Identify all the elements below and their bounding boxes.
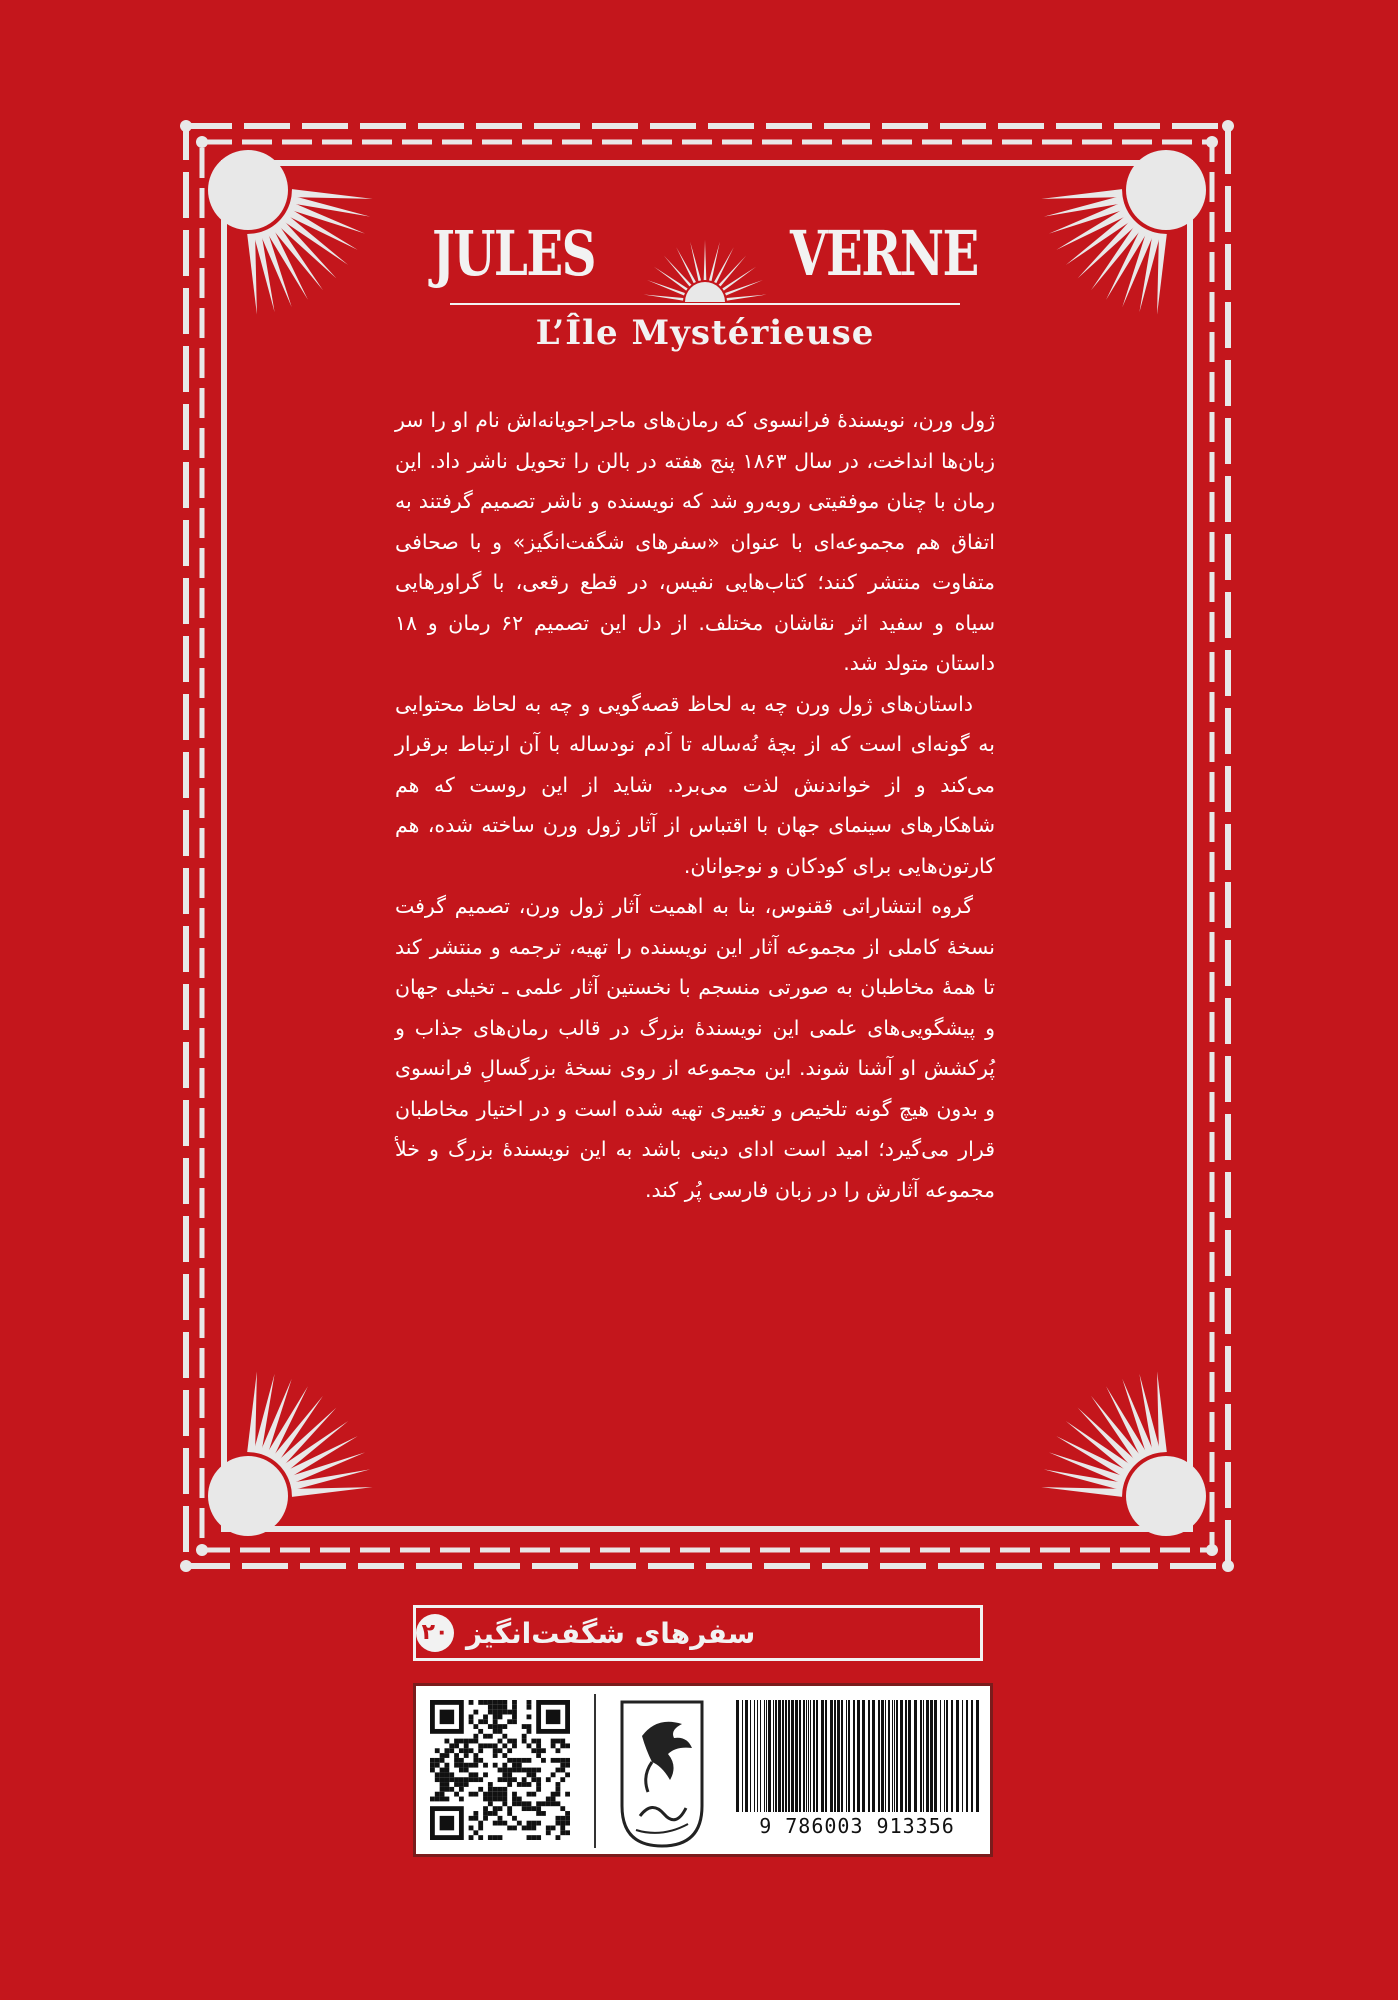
- series-label: [413, 1605, 983, 1661]
- series-title: سفرهای شگفت‌انگیز: [466, 1616, 756, 1650]
- blurb-paragraph-1: ژول ورن، نویسندهٔ فرانسوی که رمان‌های ماجراجویانه‌اش نام او را سر زبان‌ها انداخت، در سال ۱۸۶۳ پنج هفته در بالن را تحویل ناشر داد. این رمان با چنان موفقیتی روبه‌رو شد که نویسنده و ناشر تصمیم گرفتند به اتفاق هم مجموعه‌ای با عنوان «سفرهای شگفت‌انگیز» و با صحافی متفاوت منتشر کنند؛ کتاب‌هایی نفیس، در قطع رقعی، با گراورهایی سیاه و سفید اثر نقاشان مختلف. از دل این تصمیم ۶۲ رمان و ۱۸ داستان متولد شد.: [395, 408, 996, 675]
- book-title: L’Île Mystérieuse: [535, 313, 875, 353]
- blurb-paragraph-3: گروه انتشاراتی ققنوس، بنا به اهمیت آثار ژول ورن، تصمیم گرفت نسخهٔ کاملی از مجموعه آثار این نویسنده را تهیه، ترجمه و منتشر کند تا همهٔ مخاطبان به صورتی منسجم با نخستین آثار علمی ـ تخیلی جهان و پیشگویی‌های علمی این نویسندهٔ بزرگ در قالب رمان‌های جذاب و پُرکشش او آشنا شوند. این مجموعه از روی نسخهٔ بزرگسالِ فرانسوی و بدون هیچ گونه تلخیص و تغییری تهیه شده است و در اختیار مخاطبان قرار می‌گیرد؛ امید است ادای دینی باشد به این نویسندهٔ بزرگ و خلأ مجموعه آثارش را در زبان فارسی پُر کند.: [395, 894, 995, 1202]
- panel-divider: [594, 1694, 596, 1848]
- qr-code-icon: [430, 1700, 570, 1840]
- title-block: [432, 215, 978, 353]
- blurb-text: [395, 400, 995, 1210]
- author-name: [432, 215, 978, 307]
- isbn-number: 9 786003 913356: [759, 1814, 955, 1838]
- series-number-badge: ۲۰: [416, 1614, 454, 1652]
- barcode-icon: [732, 1700, 982, 1812]
- blurb-paragraph-2: داستان‌های ژول ورن چه به لحاظ قصه‌گویی و چه به لحاظ محتوایی به گونه‌ای است که از بچهٔ نُه‌ساله تا آدم نودساله با آن ارتباط برقرار می‌کند و از خواندنش لذت می‌برد. شاید از این روست که هم شاهکارهای سینمای جهان با اقتباس از آثار ژول ورن ساخته شده، هم کارتون‌هایی برای کودکان و نوجوانان.: [395, 691, 995, 878]
- title-rule: [450, 303, 960, 305]
- author-first-name: JULES: [432, 217, 596, 290]
- phoenix-logo-icon: [612, 1696, 712, 1850]
- author-last-name: VERNE: [790, 217, 978, 290]
- barcode-panel: [413, 1683, 993, 1857]
